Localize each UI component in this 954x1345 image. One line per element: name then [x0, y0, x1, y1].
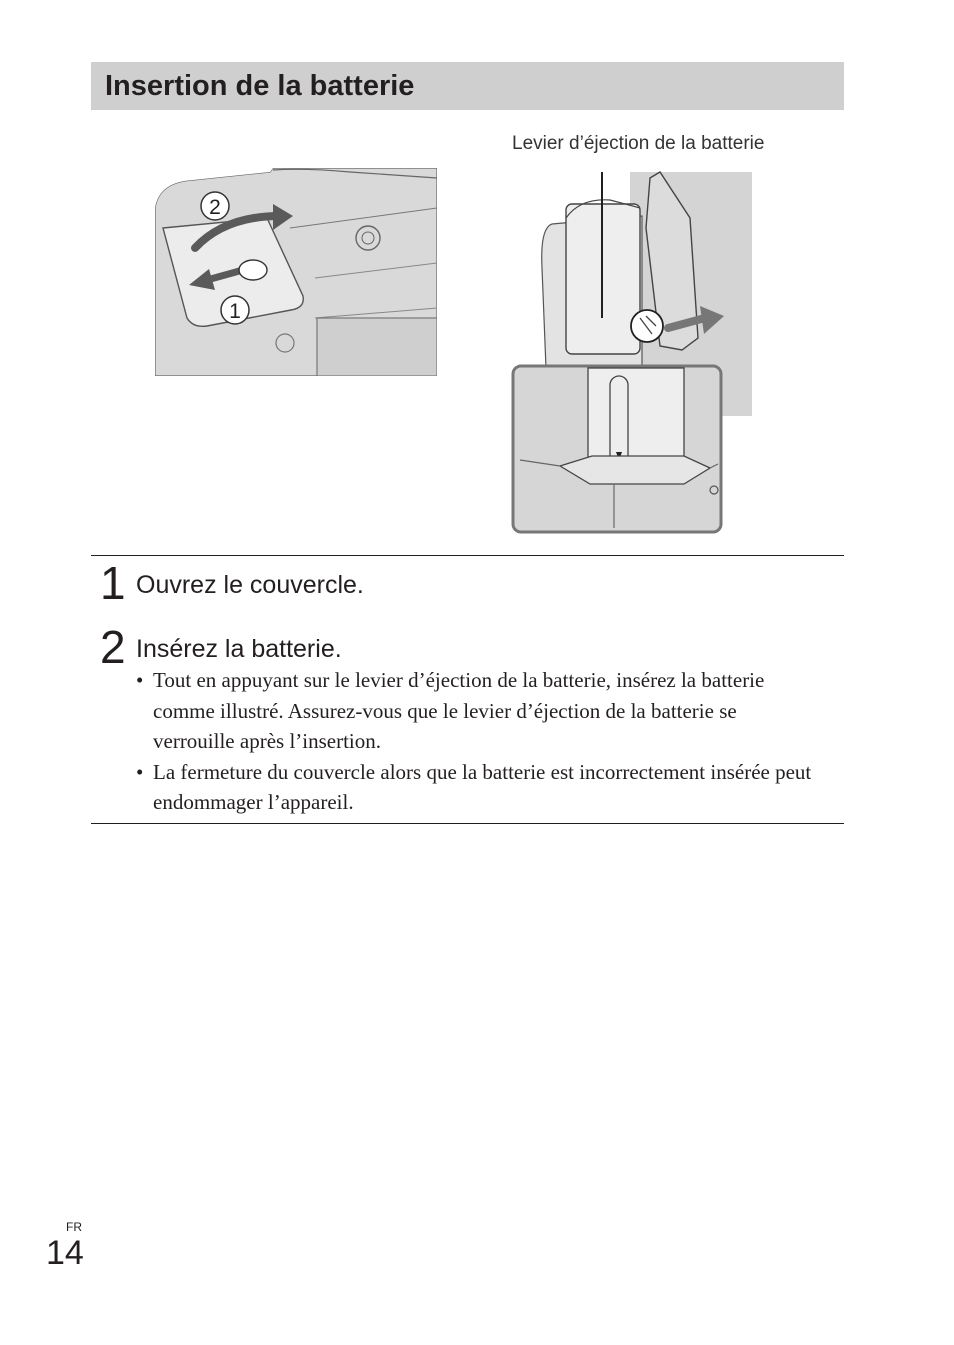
- page-number: 14: [46, 1234, 84, 1272]
- step-number-1: 1: [100, 557, 126, 609]
- step-title-2: Insérez la batterie.: [136, 635, 342, 663]
- step-title-1: Ouvrez le couvercle.: [136, 571, 364, 599]
- top-divider: [91, 555, 844, 556]
- step-number-2: 2: [100, 621, 126, 673]
- section-header: [91, 62, 844, 110]
- bottom-divider: [91, 823, 844, 824]
- language-code: FR: [66, 1220, 82, 1234]
- instruction-notes: [136, 665, 816, 818]
- note-item: • La fermeture du couvercle alors que la batterie est incorrectement insérée peut endommager l’appareil.: [136, 757, 816, 818]
- open-cover-illustration: [155, 168, 437, 376]
- insert-battery-illustration: [510, 168, 754, 534]
- section-title: Insertion de la batterie: [105, 70, 415, 102]
- svg-text:2: 2: [209, 196, 221, 219]
- svg-text:1: 1: [229, 300, 241, 323]
- note-item: • Tout en appuyant sur le levier d’éjection de la batterie, insérez la batterie comme illustré. Assurez-vous que le levier d’éjection de la batterie se verrouille après l’insertion.: [136, 665, 816, 757]
- callout-label-eject-lever: Levier d’éjection de la batterie: [512, 133, 765, 154]
- latch-icon: [239, 260, 267, 280]
- eject-lever-icon: [631, 310, 663, 342]
